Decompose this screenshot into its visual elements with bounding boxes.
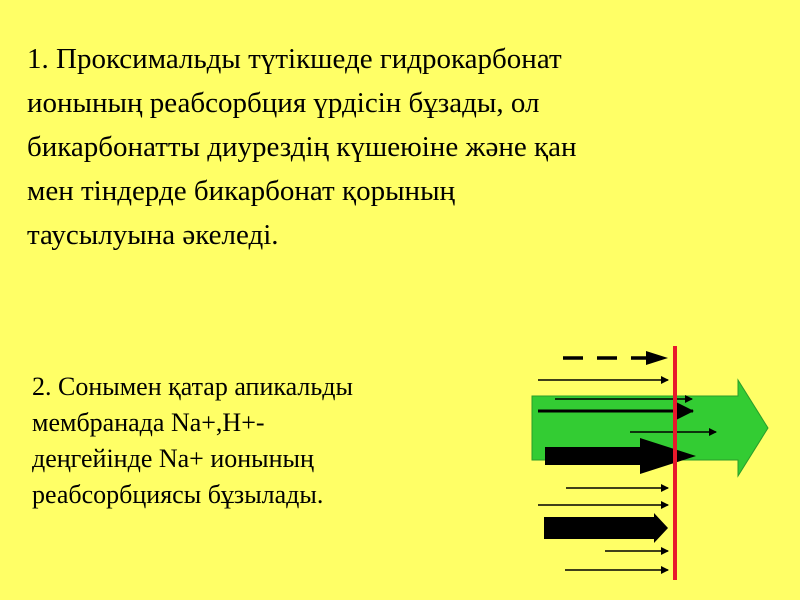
sodium-reabsorption-paragraph: 2. Сонымен қатар апикальды мембранада Na+,H+- деңгейінде Na+ ионының реабсорбциясы бұзылады. [32,372,353,509]
dashed-arrow-head [646,351,668,365]
thick-arrow [544,513,668,543]
thick-arrow [545,438,696,474]
bicarbonate-reabsorption-paragraph: 1. Проксимальды түтікшеде гидрокарбонат ионының реабсорбция үрдісін бұзады, ол бикарбонатты диурездің күшеюіне және қан мен тіндерде бикарбонат қорының таусылуына әкеледі. [27,43,577,251]
large-green-flow-arrow [532,380,768,476]
